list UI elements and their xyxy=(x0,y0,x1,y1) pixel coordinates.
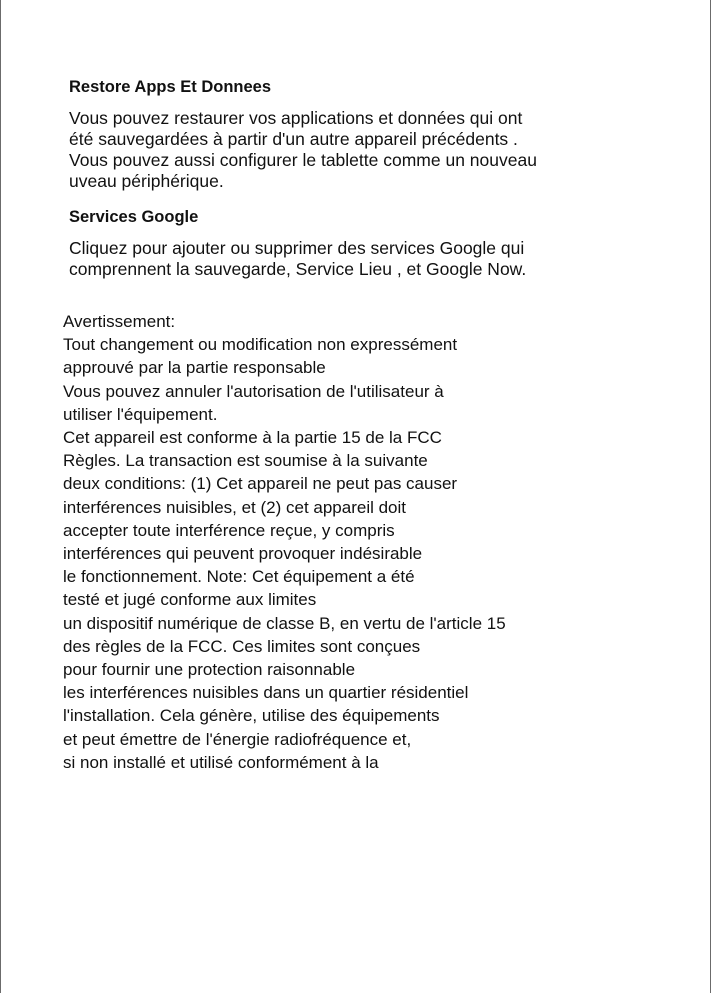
page-content xyxy=(63,76,693,774)
restore-heading: Restore Apps Et Donnees xyxy=(69,78,272,96)
google-services-body: Cliquez pour ajouter ou supprimer des services Google qui comprennent la sauvegarde, Service Lieu , et Google Now. xyxy=(69,238,527,279)
restore-section xyxy=(69,76,693,192)
google-services-heading: Services Google xyxy=(69,208,199,226)
google-services-section xyxy=(69,206,693,280)
restore-body: Vous pouvez restaurer vos applications et données qui ont été sauvegardées à partir d'un autre appareil précédents . Vous pouvez aussi configurer le tablette comme un nouveau uveau périphérique. xyxy=(69,108,537,191)
fcc-warning-text: Avertissement: Tout changement ou modification non expressément approuvé par la partie responsable Vous pouvez annuler l'autorisation de l'utilisateur à utiliser l'équipement. Cet appareil est conforme à la partie 15 de la FCC Règles. La transaction est soumise à la suivante deux conditions: (1) Cet appareil ne peut pas causer interférences nuisibles, et (2) cet appareil doit accepter toute interférence reçue, y compris interférences qui peuvent provoquer indésirable le fonctionnement. Note: Cet équipement a été testé et jugé conforme aux limites un dispositif numérique de classe B, en vertu de l'article 15 des règles de la FCC. Ces limites sont conçues pour fournir une protection raisonnable les interférences nuisibles dans un quartier résidentiel l'installation. Cela génère, utilise des équipements et peut émettre de l'énergie radiofréquence et, si non installé et utilisé conformément à la xyxy=(63,312,506,772)
